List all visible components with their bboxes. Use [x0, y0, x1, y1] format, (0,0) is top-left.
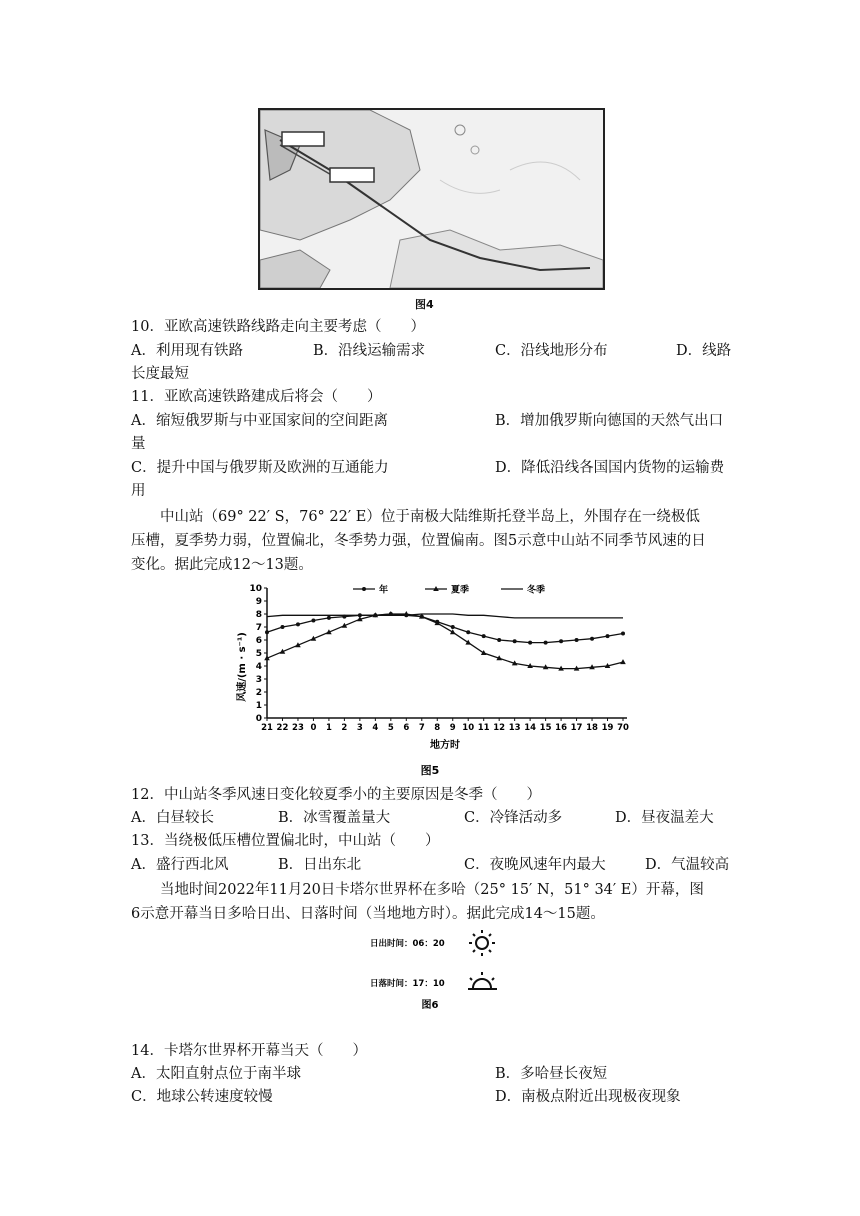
- x-tick-label: 19: [601, 723, 614, 733]
- data-point: [465, 640, 471, 645]
- figure-4-caption: 图4: [415, 298, 434, 311]
- map-illustration: [260, 110, 603, 288]
- q13-option-d: D．气温较高: [645, 857, 730, 873]
- figure-6: [360, 928, 500, 1012]
- data-point: [451, 625, 455, 629]
- intro-12-13-line-3: 变化。据此完成12～13题。: [131, 557, 313, 573]
- y-tick-label: 0: [255, 714, 262, 724]
- q14-stem: 14．卡塔尔世界杯开幕当天（ ）: [131, 1043, 367, 1059]
- x-tick-label: 23: [292, 723, 304, 733]
- q11-option-b: B．增加俄罗斯向德国的天然气出口: [495, 413, 724, 429]
- figure-6-illustration: [360, 928, 500, 1012]
- x-tick-label: 21: [261, 723, 273, 733]
- q11-option-d-wrap: 用: [131, 483, 146, 499]
- q13-option-c: C．夜晚风速年内最大: [464, 857, 606, 873]
- q11-stem: 11．亚欧高速铁路建成后将会（ ）: [131, 389, 382, 405]
- data-point: [528, 641, 532, 645]
- figure-5-chart: [225, 576, 635, 776]
- q10-option-d-wrap: 长度最短: [131, 366, 189, 382]
- q14-option-c: C．地球公转速度较慢: [131, 1089, 273, 1105]
- q10-option-b: B．沿线运输需求: [313, 343, 426, 359]
- data-point: [482, 634, 486, 638]
- data-point: [544, 641, 548, 645]
- data-point: [265, 630, 269, 634]
- data-point: [481, 650, 487, 655]
- data-point: [466, 630, 470, 634]
- legend-label: 夏季: [451, 585, 470, 596]
- y-tick-label: 5: [255, 649, 262, 659]
- q12-stem: 12．中山站冬季风速日变化较夏季小的主要原因是冬季（ ）: [131, 787, 541, 803]
- x-tick-label: 12: [493, 723, 506, 733]
- x-tick-label: 14: [524, 723, 537, 733]
- y-tick-label: 10: [249, 584, 262, 594]
- data-point: [327, 616, 331, 620]
- y-tick-label: 1: [255, 701, 262, 711]
- q12-option-d: D．昼夜温差大: [615, 810, 714, 826]
- x-tick-label: 22: [276, 723, 289, 733]
- q11-option-d: D．降低沿线各国国内货物的运输费: [495, 460, 725, 476]
- legend-label: 冬季: [527, 585, 546, 596]
- q13-option-a: A．盛行西北风: [131, 857, 229, 873]
- x-tick-label: 13: [508, 723, 521, 733]
- sunrise-time: 日出时间：06：20: [370, 939, 445, 949]
- x-tick-label: 11: [477, 723, 490, 733]
- q10-option-c: C．沿线地形分布: [495, 343, 608, 359]
- figure-4-map: [258, 108, 605, 290]
- q12-option-c: C．冷锋活动多: [464, 810, 563, 826]
- intro-12-13-line-1: 中山站（69° 22′ S，76° 22′ E）位于南极大陆维斯托登半岛上，外围存在一绕极低: [160, 509, 700, 525]
- x-tick-label: 2: [341, 723, 348, 733]
- chart-series: [264, 611, 626, 671]
- y-axis-label: 风速/(m · s⁻¹): [237, 632, 248, 702]
- q12-option-b: B．冰雪覆盖量大: [278, 810, 391, 826]
- x-tick-label: 70: [617, 723, 629, 733]
- data-point: [497, 638, 501, 642]
- x-tick-label: 0: [310, 723, 317, 733]
- data-point: [575, 638, 579, 642]
- data-point: [296, 622, 300, 626]
- x-tick-label: 6: [403, 723, 410, 733]
- y-tick-label: 9: [255, 597, 262, 607]
- q10-stem: 10．亚欧高速铁路线路走向主要考虑（ ）: [131, 319, 425, 335]
- x-tick-label: 7: [418, 723, 425, 733]
- y-tick-label: 8: [255, 610, 262, 620]
- x-tick-label: 4: [372, 723, 379, 733]
- x-tick-label: 15: [539, 723, 552, 733]
- x-tick-label: 9: [449, 723, 456, 733]
- y-tick-label: 3: [255, 675, 262, 685]
- intro-14-15-line-2: 6示意开幕当日多哈日出、日落时间（当地地方时）。据此完成14～15题。: [131, 906, 605, 922]
- data-point: [620, 659, 626, 664]
- data-point: [280, 625, 284, 629]
- q14-option-d: D．南极点附近出现极夜现象: [495, 1089, 681, 1105]
- q13-stem: 13．当绕极低压槽位置偏北时，中山站（ ）: [131, 833, 440, 849]
- data-point: [590, 637, 594, 641]
- figure-6-caption: 图6: [421, 1000, 439, 1011]
- y-tick-label: 4: [255, 662, 262, 672]
- x-tick-label: 5: [387, 723, 394, 733]
- sun-icon: [469, 930, 495, 956]
- q11-option-c: C．提升中国与俄罗斯及欧洲的互通能力: [131, 460, 389, 476]
- q14-option-b: B．多哈昼长夜短: [495, 1066, 608, 1082]
- y-tick-label: 6: [255, 636, 262, 646]
- q11-option-a: A．缩短俄罗斯与中亚国家间的空间距离: [131, 413, 388, 429]
- q10-option-d: D．线路: [676, 343, 732, 359]
- data-point: [311, 619, 315, 623]
- q13-option-b: B．日出东北: [278, 857, 362, 873]
- x-tick-label: 17: [570, 723, 583, 733]
- data-point: [559, 639, 563, 643]
- q14-option-a: A．太阳直射点位于南半球: [131, 1066, 301, 1082]
- x-tick-label: 1: [325, 723, 332, 733]
- q12-option-a: A．白昼较长: [131, 810, 214, 826]
- data-point: [606, 634, 610, 638]
- series-line-2: [267, 614, 623, 618]
- x-tick-label: 8: [434, 723, 441, 733]
- chart-legend: [353, 584, 545, 596]
- y-tick-label: 7: [255, 623, 262, 633]
- x-tick-label: 3: [356, 723, 363, 733]
- x-tick-label: 10: [462, 723, 475, 733]
- legend-label: 年: [379, 585, 389, 596]
- sunset-time: 日落时间：17：10: [370, 979, 445, 989]
- q10-option-a: A．利用现有铁路: [131, 343, 243, 359]
- figure-5-caption: 图5: [420, 764, 440, 776]
- series-line-1: [267, 614, 623, 669]
- q11-option-b-wrap: 量: [131, 436, 146, 452]
- data-point: [621, 632, 625, 636]
- data-point: [513, 639, 517, 643]
- x-tick-label: 18: [586, 723, 598, 733]
- y-tick-label: 2: [255, 688, 262, 698]
- x-axis-label: 地方时: [430, 740, 460, 751]
- chart-axes: [249, 584, 629, 733]
- legend-marker: [362, 587, 366, 591]
- intro-12-13-line-2: 压槽，夏季势力弱，位置偏北，冬季势力强，位置偏南。图5示意中山站不同季节风速的日: [131, 533, 706, 549]
- intro-14-15-line-1: 当地时间2022年11月20日卡塔尔世界杯在多哈（25° 15′ N，51° 34′ E）开幕，图: [160, 882, 704, 898]
- sunset-icon: [468, 972, 497, 989]
- x-tick-label: 16: [555, 723, 568, 733]
